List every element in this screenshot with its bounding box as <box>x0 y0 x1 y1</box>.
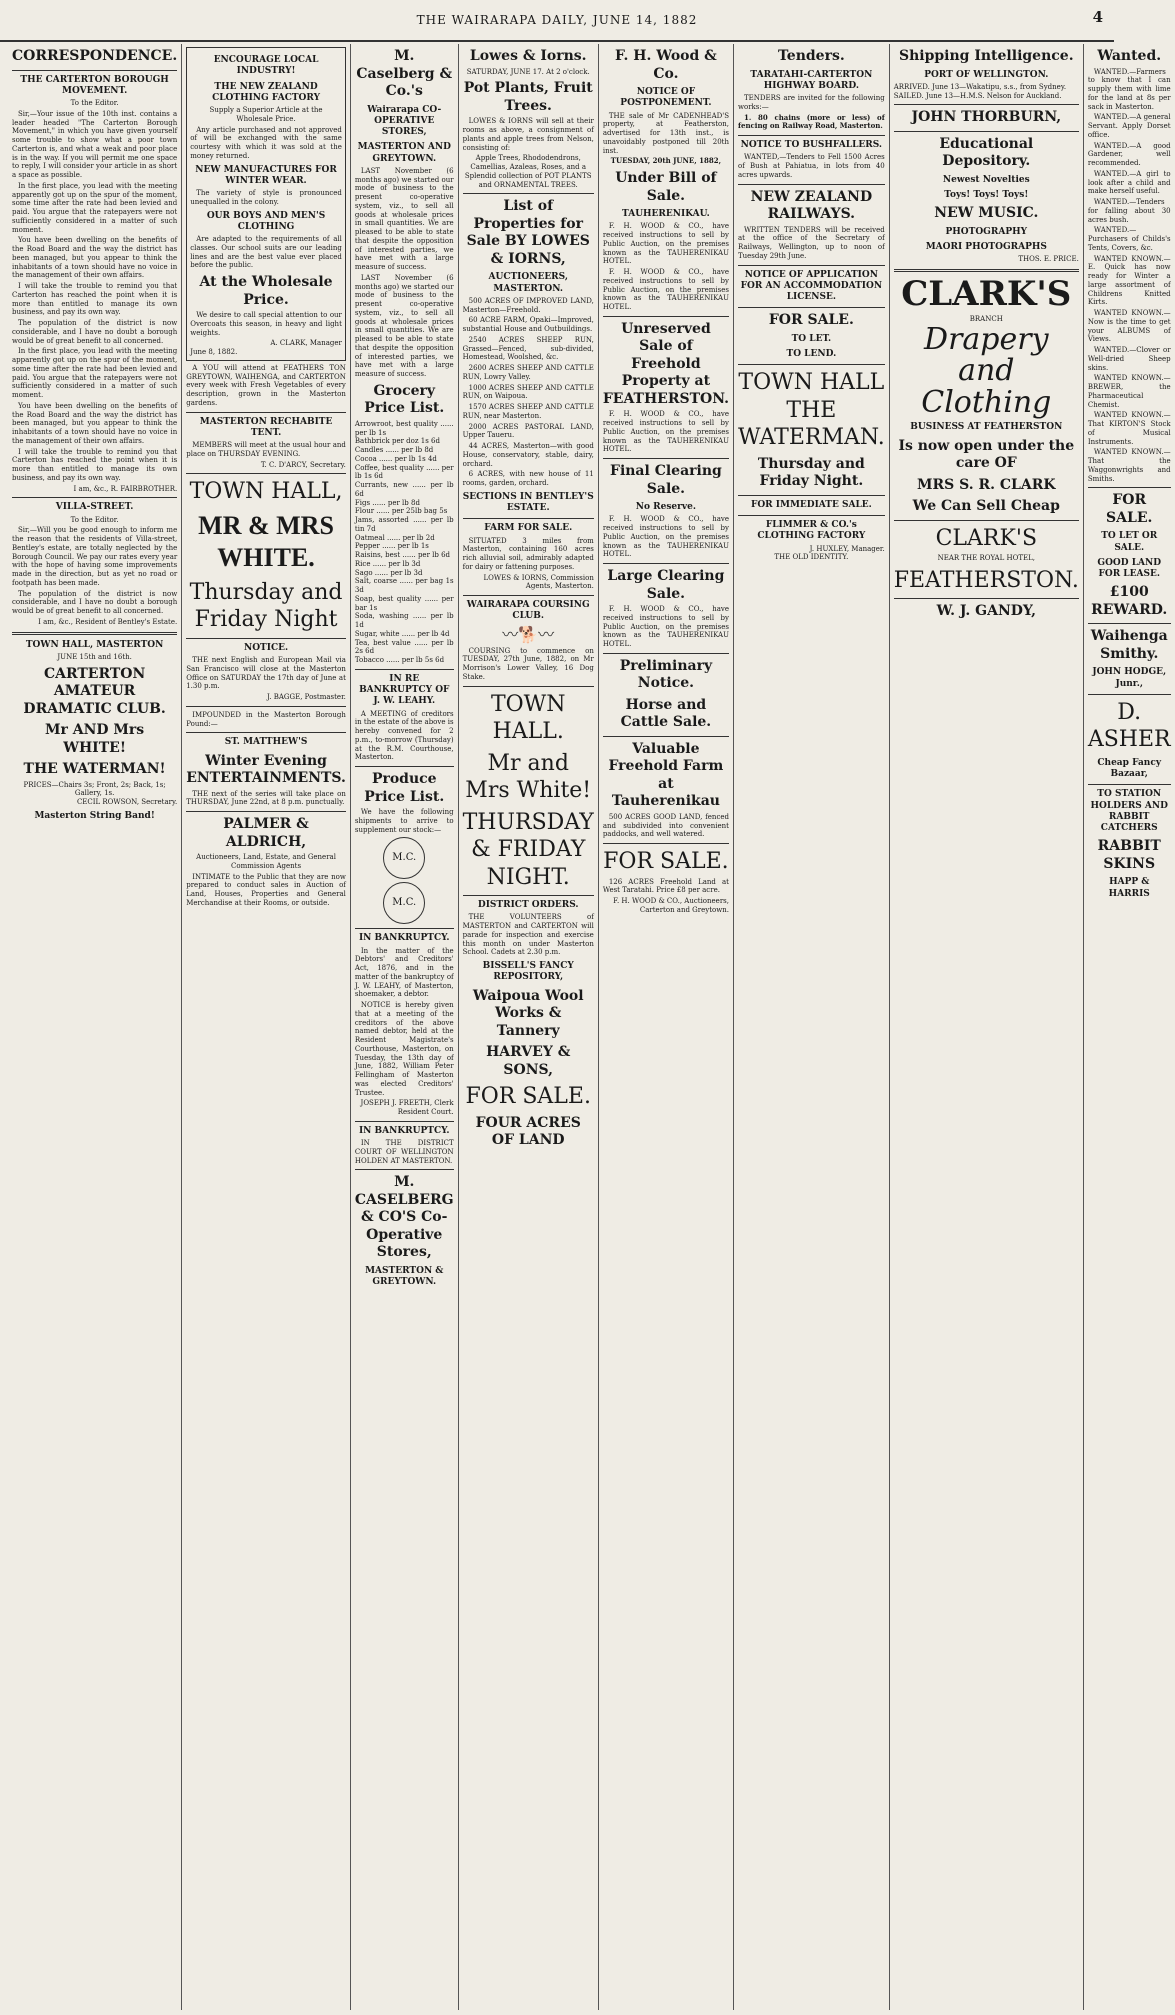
ad-box <box>186 47 346 361</box>
ad-heading: Large Clearing Sale. <box>607 568 725 602</box>
date-line: SATURDAY, JUNE 17. At 2 o'clock. <box>466 67 590 76</box>
ad-heading: No Reserve. <box>635 502 696 512</box>
price-item: Rice ...... per lb 3d <box>354 559 421 568</box>
ad-heading: FEATHERSTON. <box>893 567 1079 593</box>
signature: J. BAGGE, Postmaster. <box>267 693 346 701</box>
ad-heading: TO LET. <box>791 333 832 344</box>
column-8 <box>1084 44 1175 2010</box>
paragraph: WANTED,—Tenders to Fell 1500 Acres of Bush at Pahiatua, in lots from 40 acres upwards. <box>737 153 885 179</box>
ad-heading: SECTIONS IN BENTLEY'S ESTATE. <box>462 491 594 513</box>
ad-heading: Mr and Mrs White! <box>465 750 592 803</box>
ad-heading: TOWN HALL, <box>189 479 343 505</box>
ad-heading: Cheap Fancy Bazaar, <box>1097 757 1162 779</box>
property-listing: 2000 ACRES PASTORAL LAND, Upper Taueru. <box>462 422 594 440</box>
divider <box>603 843 729 844</box>
price-item: Jams, assorted ...... per lb tin 7d <box>354 516 454 533</box>
ad-heading: MR & MRS WHITE. <box>198 510 334 573</box>
stamp-emblem-icon: M.C. <box>383 837 425 879</box>
addressee: To the Editor. <box>70 515 119 524</box>
ad-heading: NEW MUSIC. <box>934 205 1039 222</box>
price-item: Tobacco ...... per lb 5s 6d <box>354 656 445 664</box>
wanted-notice: WANTED KNOWN.—E. Quick has now ready for Winter a large assortment of Childrens Knitted Kirts. <box>1087 254 1171 307</box>
property-listing: 2540 ACRES SHEEP RUN, Grassed—Fenced, sub-divided, Homestead, Woolshed, &c. <box>462 335 594 362</box>
ad-text: PRICES—Chairs 3s; Front, 2s; Back, 1s; Gallery, 1s. <box>23 780 166 798</box>
ad-text: BRANCH <box>969 315 1003 323</box>
ad-heading: RABBIT SKINS <box>1097 838 1161 872</box>
paragraph: LAST November (6 months ago) we started our mode of business to the present co-operative system, viz., to sell all goods at wholesale prices in small quantities. We are pleased to be able to state that despite the opposition of interested parties, we have met with a large measure of success. <box>354 166 454 271</box>
divider <box>186 811 346 812</box>
ad-heading: Tenders. <box>777 48 845 64</box>
signature: THOS. E. PRICE. <box>1018 255 1079 264</box>
column-4 <box>459 44 599 2010</box>
ad-heading: List of Properties for Sale BY LOWES & IORNS, <box>466 198 590 267</box>
price-item: Bathbrick per doz 1s 6d <box>354 437 440 446</box>
price-item: Sago ...... per lb 3d <box>354 568 423 577</box>
paragraph: F. H. WOOD & CO., have received instructions to sell by Public Auction, on the premises known as the TAUHERENIKAU HOTEL. <box>602 268 729 311</box>
ad-heading: THURSDAY & FRIDAY NIGHT. <box>462 809 594 890</box>
divider <box>186 412 346 413</box>
divider <box>355 1121 454 1122</box>
ad-heading: M. Caselberg & Co.'s <box>356 48 453 99</box>
article-title: THE CARTERTON BOROUGH MOVEMENT. <box>20 74 169 96</box>
paragraph: Are adapted to the requirements of all classes. Our school suits are our leading lines and are the best value ever placed before the public. <box>190 235 342 270</box>
ad-heading: Shipping Intelligence. <box>898 48 1074 64</box>
paragraph: NOTICE is hereby given that at a meeting of the creditors of the above named debtor, held at the Resident Magistrate's Courthouse, Masterton, on Tuesday, the 13th day of June, 1882, William Peter Fellingham of Masterton was elected Creditors' Trustee. <box>354 1001 454 1097</box>
divider <box>738 364 885 365</box>
divider <box>186 732 346 733</box>
divider <box>186 473 346 474</box>
ad-heading: MASTERTON RECHABITE TENT. <box>199 416 333 438</box>
ad-heading: PALMER & ALDRICH, <box>223 816 309 850</box>
ad-subheading: JUNE 15th and 16th. <box>57 652 132 661</box>
paragraph: IN THE DISTRICT COURT OF WELLINGTON HOLDEN AT MASTERTON. <box>354 1139 454 1165</box>
shipping-sailing: SAILED. June 13—H.M.S. Nelson for Auckland. <box>893 91 1062 100</box>
column-7 <box>890 44 1084 2010</box>
divider <box>738 135 885 136</box>
ad-heading: FOR IMMEDIATE SALE. <box>750 499 872 510</box>
masthead <box>0 0 1114 42</box>
ad-heading: TOWN HALL, MASTERTON <box>25 639 164 650</box>
paragraph: Sir,—Your issue of the 10th inst. contains a leader headed "The Carterton Borough Movement," in which you have given yourself some trouble to show what a poor town Carterton is, and what a weak and poor place is in the way. If you will permit me one space to reply, I will consider your article in as short a space as possible. <box>12 109 178 179</box>
price-item: Currants, new ...... per lb 6d <box>354 481 454 498</box>
ad-heading: Thursday and Friday Night <box>189 579 343 633</box>
ad-heading: ST. MATTHEW'S <box>224 737 308 748</box>
ad-heading: Educational Depository. <box>939 135 1034 170</box>
ad-heading: FLIMMER & CO.'s CLOTHING FACTORY <box>757 520 866 542</box>
ad-heading: TOWN HALL. <box>490 691 566 744</box>
ad-heading: HAPP & HARRIS <box>1108 877 1150 899</box>
ad-heading: PHOTOGRAPHY <box>945 226 1028 237</box>
paragraph: The population of the district is now considerable, and I have no doubt a borough would be of great benefit to all concerned. <box>12 319 178 345</box>
paragraph: IMPOUNDED in the Masterton Borough Pound:— <box>186 710 346 728</box>
wanted-notice: WANTED.—A general Servant. Apply Dorset office. <box>1087 113 1171 139</box>
ad-heading: MAORI PHOTOGRAPHS <box>925 242 1047 252</box>
ad-heading: ENCOURAGE LOCAL INDUSTRY! <box>213 55 319 77</box>
signature: J. HUXLEY, Manager. <box>809 544 885 553</box>
wanted-notice: WANTED.—Tenders for falling about 30 acres bush. <box>1087 198 1171 224</box>
paragraph: A MEETING of creditors in the estate of the above is hereby convened for 2 p.m., to-morrow (Thursday) at the R.M. Courthouse, Masterton. <box>354 709 454 762</box>
paragraph: We have the following shipments to arrive to supplement our stock:— <box>354 808 454 834</box>
ad-heading: Horse and Cattle Sale. <box>620 696 712 731</box>
ad-heading: NOTICE. <box>243 642 289 653</box>
paragraph: LAST November (6 months ago) we started our mode of business to the present co-operative system, viz., to sell all goods at wholesale prices in small quantities. We are pleased to be able to state that despite the opposition of interested parties, we have met with a large measure of success. <box>354 273 454 378</box>
divider <box>463 895 594 896</box>
property-listing: 1570 ACRES SHEEP AND CATTLE RUN, near Masterton. <box>462 403 594 420</box>
divider <box>1088 784 1171 785</box>
ad-heading: WAIRARAPA COURSING CLUB. <box>466 600 590 622</box>
divider <box>463 595 594 596</box>
signature: A. CLARK, Manager <box>270 339 342 348</box>
ad-heading: TOWN HALL THE WATERMAN. <box>737 370 885 451</box>
ad-heading: JOHN HODGE, Junr., <box>1092 667 1167 689</box>
ad-heading: CARTERTON AMATEUR DRAMATIC CLUB. <box>23 665 166 717</box>
ad-heading: Wairarapa CO-OPERATIVE STORES, <box>367 104 442 137</box>
price-item: Soap, best quality ...... per bar 1s <box>354 594 454 612</box>
ad-heading: Wanted. <box>1097 48 1162 64</box>
paragraph: THE sale of Mr CADENHEAD'S property, at Featherston, advertised for 13th inst., is unavoidably postponed till 20th inst. <box>602 111 729 155</box>
property-listing: 6 ACRES, with new house of 11 rooms, garden, orchard. <box>462 470 594 487</box>
divider <box>463 518 594 519</box>
ad-heading: FOUR ACRES OF LAND <box>475 1114 581 1148</box>
divider <box>738 184 885 185</box>
page-number: 4 <box>1092 8 1104 26</box>
wanted-notice: WANTED KNOWN.—Now is the time to get your ALBUMS of Views. <box>1087 309 1171 344</box>
wanted-notice: WANTED.—A good Gardener, well recommended. <box>1087 141 1171 167</box>
divider <box>1088 487 1171 488</box>
ad-heading: Waihenga Smithy. <box>1090 628 1168 662</box>
ad-heading: Thursday and Friday Night. <box>757 455 865 490</box>
paragraph: THE next of the series will take place on THURSDAY, June 22nd, at 8 p.m. punctually. <box>186 789 346 807</box>
ad-heading: Grocery Price List. <box>364 382 445 417</box>
price-item: Raisins, best ...... per lb 6d <box>354 551 451 559</box>
ad-heading: CLARK'S <box>901 274 1072 314</box>
ad-heading: Unreserved Sale of Freehold Property at FEATHERSTON. <box>602 320 729 407</box>
price-item: Coffee, best quality ...... per lb 1s 6d <box>354 463 454 481</box>
ad-heading: JOHN THORBURN, <box>911 109 1062 126</box>
ad-heading: Valuable Freehold Farm at Tauherenikau <box>608 740 724 810</box>
ad-heading: M. CASELBERG & CO'S Co-Operative Stores, <box>354 1174 454 1261</box>
ad-heading: Is now open under the care OF <box>898 437 1075 471</box>
divider <box>603 736 729 737</box>
masthead-title: THE WAIRARAPA DAILY, JUNE 14, 1882 <box>416 13 698 27</box>
ad-heading: £100 REWARD. <box>1091 584 1168 618</box>
column-3 <box>351 44 459 2010</box>
property-listing: 2600 ACRES SHEEP AND CATTLE RUN, Lowry Valley. <box>462 364 594 381</box>
paragraph: F. H. WOOD & CO., have received instructions to sell by Public Auction, on the premises known as the TAUHERENIKAU HOTEL. <box>602 605 729 648</box>
ad-heading: FARM FOR SALE. <box>484 523 573 534</box>
paragraph: The variety of style is pronounced unequalled in the colony. <box>190 189 342 206</box>
divider <box>12 497 177 498</box>
paragraph: You have been dwelling on the benefits of the Road Board and the way the district has been managed, but you appear to think the inhabitants of a town should have no voice in the management of their own affairs. <box>12 401 178 445</box>
ad-text: Apple Trees, Rhododendrons, Camellias, Azaleas, Roses, and a Splendid collection of POT PLANTS and ORNAMENTAL TREES. <box>464 154 592 189</box>
ad-heading: TO LEND. <box>786 349 837 359</box>
ad-heading: Produce Price List. <box>364 771 445 805</box>
ad-heading: OUR BOYS AND MEN'S CLOTHING <box>206 210 326 232</box>
signature: JOSEPH J. FREETH, Clerk Resident Court. <box>360 1099 454 1116</box>
paragraph: COURSING to commence on TUESDAY, 27th June, 1882, on Mr Morrison's Lower Valley, 16 Dog Stake. <box>462 646 594 681</box>
wanted-notice: WANTED KNOWN.—That KIRTON'S Stock of Musical Instruments. <box>1087 411 1171 446</box>
ad-heading: TO STATION HOLDERS AND RABBIT CATCHERS <box>1090 789 1168 833</box>
ad-heading: NOTICE OF POSTPONEMENT. <box>620 87 712 109</box>
divider <box>894 598 1079 599</box>
ad-heading: TAUHERENIKAU. <box>622 209 710 219</box>
property-listing: 500 ACRES OF IMPROVED LAND, Masterton—Freehold. <box>462 296 594 314</box>
paragraph: The population of the district is now considerable, and I have no doubt a borough would be of great benefit to all concerned. <box>12 589 178 615</box>
wanted-notice: WANTED KNOWN.—That the Waggonwrights and Smiths. <box>1087 448 1171 483</box>
signature: T. C. D'ARCY, Secretary. <box>260 460 346 469</box>
wanted-notice: WANTED.—Farmers to know that I can supply them with lime for the land at 8s per sack in Masterton. <box>1087 67 1171 111</box>
ad-heading: FOR SALE. <box>603 849 729 874</box>
ad-heading: HARVEY & SONS, <box>486 1044 571 1078</box>
price-item: Cocoa ...... per lb 1s 4d <box>354 454 437 463</box>
price-item: Candles ...... per lb 8d <box>354 446 434 454</box>
greyhound-icon: 〰🐕〰 <box>502 624 555 644</box>
paragraph: TENDERS are invited for the following works:— <box>737 94 885 111</box>
divider <box>894 131 1079 132</box>
ad-heading: DISTRICT ORDERS. <box>477 900 579 910</box>
column-6 <box>734 44 890 2010</box>
paragraph: I will take the trouble to remind you that Carterton has reached the point when it is more than entitled to manage its own business, and pay its own way. <box>12 447 178 482</box>
ad-heading: NEW MANUFACTURES FOR WINTER WEAR. <box>195 164 337 186</box>
divider <box>12 632 177 635</box>
paragraph: INTIMATE to the Public that they are now prepared to conduct sales in Auction of Land, Houses, Properties and General Merchandise at their Rooms, or outside. <box>186 872 346 907</box>
paragraph: In the first place, you lead with the meeting apparently got up on the spur of the moment, some time after the rate had been levied and paid. You argue that the ratepayers were not sufficiently considered in a matter of such moment. <box>12 347 178 399</box>
column-5 <box>599 44 734 2010</box>
paragraph: F. H. WOOD & CO., have received instructions to sell by Public Auction, on the premises known as the TAUHERENIKAU HOTEL. <box>602 515 729 559</box>
property-listing: 44 ACRES, Masterton—with good House, conservatory, stable, dairy, orchard. <box>462 442 594 468</box>
signature: I am, &c., R. FAIRBROTHER. <box>73 484 178 493</box>
correspondence-heading: CORRESPONDENCE. <box>12 48 178 64</box>
divider <box>894 104 1079 105</box>
price-item: Arrowroot, best quality ...... per lb 1s <box>354 419 454 437</box>
property-listing: 1000 ACRES SHEEP AND CATTLE RUN, on Waipoua. <box>462 383 594 401</box>
ad-heading: FOR SALE. <box>1106 492 1153 526</box>
paragraph: We desire to call special attention to our Overcoats this season, in heavy and light weights. <box>190 311 342 337</box>
divider <box>12 70 177 71</box>
ad-heading: Preliminary Notice. <box>619 657 713 692</box>
ad-heading: IN RE BANKRUPTCY OF J. W. LEAHY. <box>359 673 450 707</box>
ad-heading: Lowes & Iorns. <box>469 48 587 64</box>
divider <box>463 193 594 194</box>
paragraph: THE next English and European Mail via San Francisco will close at the Masterton Office on SATURDAY the 17th day of June at 1.30 p.m. <box>186 656 346 691</box>
ad-heading: CLARK'S <box>935 525 1038 551</box>
paragraph: WRITTEN TENDERS will be received at the office of the Secretary of Railways, Wellington, up to noon of Tuesday 29th June. <box>737 225 885 260</box>
ad-heading: Mr AND Mrs WHITE! <box>45 722 145 756</box>
ad-heading: NOTICE TO BUSHFALLERS. <box>740 140 883 150</box>
divider <box>738 307 885 308</box>
price-item: Tea, best value ...... per lb 2s 6d <box>354 638 454 656</box>
paragraph: F. H. WOOD & CO., have received instructions to sell by Public Auction, on the premises known as the TAUHERENIKAU HOTEL. <box>602 410 729 454</box>
ad-text: THE OLD IDENTITY. <box>774 553 849 562</box>
divider <box>603 563 729 564</box>
divider <box>186 638 346 639</box>
divider <box>355 766 454 767</box>
paragraph: SITUATED 3 miles from Masterton, containing 160 acres rich alluvial soil, admirably adapted for dairy or fattening purposes. <box>462 536 594 571</box>
divider <box>738 495 885 496</box>
divider <box>603 316 729 317</box>
article-title: VILLA-STREET. <box>55 502 134 513</box>
ad-heading: Masterton String Band! <box>34 810 155 821</box>
ad-heading: Toys! Toys! Toys! <box>944 190 1029 200</box>
ad-heading: NOTICE OF APPLICATION FOR AN ACCOMMODATION LICENSE. <box>740 269 883 302</box>
divider <box>894 520 1079 521</box>
ad-heading: Pot Plants, Fruit Trees. <box>463 80 593 114</box>
wanted-notice: WANTED.—Clover or Well-dried Sheep skins. <box>1087 346 1171 372</box>
price-item: Oatmeal ...... per lb 2d <box>354 533 435 542</box>
ad-heading: F. H. Wood & Co. <box>614 48 717 82</box>
stamp-emblem-icon: M.C. <box>383 882 425 924</box>
price-item: Sugar, white ...... per lb 4d <box>354 629 450 638</box>
ad-heading: Winter Evening ENTERTAINMENTS. <box>186 752 346 786</box>
divider <box>355 1169 454 1170</box>
ad-heading: FOR SALE. <box>768 312 854 329</box>
paragraph: I will take the trouble to remind you that Carterton has reached the point when it is more than entitled to manage its own business, and pay its own way. <box>12 282 178 317</box>
price-item: Flour ...... per 25lb bag 5s <box>354 507 448 516</box>
paragraph: Sir,—Will you be good enough to inform me the reason that the residents of Villa-street, Bentley's estate, are totally neglected by the Borough Council. We pay our rates every year with the hope of having some improvements made in the direction, but as yet no road or footpath has been made. <box>12 526 178 587</box>
paragraph: In the matter of the Debtors' and Creditors' Act, 1876, and in the matter of the bankruptcy of J. W. LEAHY, of Masterton, shoemaker, a debtor. <box>354 946 454 999</box>
ad-text: Auctioneers, Land, Estate, and General Commission Agents <box>196 853 336 870</box>
signature: F. H. WOOD & CO., Auctioneers, Carterton and Greytown. <box>613 897 729 914</box>
ad-heading: MRS S. R. CLARK <box>917 476 1056 493</box>
ad-heading: IN BANKRUPTCY. <box>358 933 450 944</box>
ad-heading: TARATAHI-CARTERTON HIGHWAY BOARD. <box>750 69 873 91</box>
addressee: To the Editor. <box>70 99 119 107</box>
ad-heading: Under Bill of Sale. <box>615 170 717 204</box>
paragraph: Any article purchased and not approved of will be exchanged with the same courtesy with which it was sold at the money returned. <box>190 125 342 160</box>
paragraph: 500 ACRES GOOD LAND, fenced and subdivided into convenient paddocks, and well watered. <box>602 812 729 839</box>
divider <box>1088 694 1171 695</box>
ad-heading: We Can Sell Cheap <box>912 498 1060 514</box>
paragraph: F. H. WOOD & CO., have received instructions to sell by Public Auction, on the premises known as the TAUHERENIKAU HOTEL. <box>602 222 729 266</box>
divider <box>355 669 454 670</box>
ad-heading: Waipoua Wool Works & Tannery <box>472 987 584 1039</box>
ad-text: Supply a Superior Article at the Wholesale Price. <box>209 106 323 123</box>
paragraph: A YOU will attend at FEATHERS TON GREYTOWN, WAIHENGA, and CARTERTON every week with Fresh Vegetables of every description, grown in the Masterton gardens. <box>186 363 346 407</box>
property-listing: 60 ACRE FARM, Opaki—Improved, substantial House and Outbuildings. <box>462 316 594 333</box>
ad-heading: TO LET OR SALE. <box>1101 531 1158 553</box>
ad-heading: BISSELL'S FANCY REPOSITORY, <box>482 961 574 983</box>
column-2 <box>182 44 351 2010</box>
newspaper-columns <box>8 44 1171 2010</box>
divider <box>894 269 1079 272</box>
price-item: Pepper ...... per lb 1s <box>354 542 429 551</box>
paragraph: In the first place, you lead with the meeting apparently got up on the spur of the moment, some time after the rate had been levied and paid. You argue that the ratepayers were not sufficiently considered in a matter of such moment. <box>12 181 178 234</box>
ad-heading: Final Clearing Sale. <box>610 463 722 497</box>
ad-heading: NEW ZEALAND RAILWAYS. <box>750 188 873 222</box>
wanted-notice: WANTED.—Purchasers of Childs's Tents, Covers, &c. <box>1087 226 1171 252</box>
wanted-notice: WANTED KNOWN.—BREWER, the Pharmaceutical Chemist. <box>1087 374 1171 409</box>
divider <box>738 265 885 266</box>
divider <box>738 515 885 516</box>
paragraph: 1. 80 chains (more or less) of fencing on Railway Road, Masterton. <box>737 112 885 131</box>
ad-heading: IN BANKRUPTCY. <box>358 1125 450 1136</box>
paragraph: MEMBERS will meet at the usual hour and place on THURSDAY EVENING. <box>186 441 346 458</box>
paragraph: You have been dwelling on the benefits of the Road Board and the way the district has been managed, but you appear to think the inhabitants of a town should have no voice in the management of their own affairs. <box>12 236 178 280</box>
divider <box>1088 623 1171 624</box>
ad-heading: AUCTIONEERS, MASTERTON. <box>488 272 568 294</box>
ad-heading: BUSINESS AT FEATHERSTON <box>910 422 1063 433</box>
signature: LOWES & IORNS, Commission Agents, Masterton. <box>483 573 594 591</box>
shipping-arrival: ARRIVED. June 13—Wakatipu, s.s., from Sydney. <box>893 82 1067 91</box>
ad-heading: W. J. GANDY, <box>936 603 1036 620</box>
price-list <box>355 420 454 665</box>
paragraph: LOWES & IORNS will sell at their rooms as above, a consignment of plants and apple trees from Nelson, consisting of: <box>462 117 594 152</box>
price-item: Soda, washing ...... per lb 1d <box>354 612 454 629</box>
price-item: Salt, coarse ...... per bag 1s 3d <box>354 577 454 594</box>
ad-heading: Drapery and Clothing <box>921 321 1052 420</box>
column-1 <box>8 44 182 2010</box>
ad-heading: PORT OF WELLINGTON. <box>924 69 1049 80</box>
signature: I am, &c., Resident of Bentley's Estate. <box>38 617 178 626</box>
divider <box>603 458 729 459</box>
wanted-notice: WANTED.—A girl to look after a child and make herself useful. <box>1087 169 1171 196</box>
divider <box>355 928 454 929</box>
divider <box>463 686 594 687</box>
divider <box>603 653 729 654</box>
ad-heading: FOR SALE. <box>465 1084 591 1109</box>
signature: CECIL ROWSON, Secretary. <box>76 798 178 806</box>
divider <box>186 706 346 707</box>
ad-heading: Newest Novelties <box>942 174 1030 185</box>
ad-heading: D. ASHER <box>1087 699 1171 753</box>
paragraph: 126 ACRES Freehold Land at West Taratahi. Price £8 per acre. <box>602 877 729 895</box>
ad-heading: MASTERTON & GREYTOWN. <box>365 1265 444 1287</box>
date-line: TUESDAY, 20th JUNE, 1882, <box>610 156 722 166</box>
ad-heading: THE WATERMAN! <box>23 761 166 777</box>
ad-heading: THE NEW ZEALAND CLOTHING FACTORY <box>212 81 321 103</box>
ad-heading: MASTERTON AND GREYTOWN. <box>357 142 451 164</box>
ad-heading: GOOD LAND FOR LEASE. <box>1097 557 1162 579</box>
price-item: Figs ...... per lb 8d <box>354 498 420 507</box>
date-line: June 8, 1882. <box>190 348 238 356</box>
ad-heading: At the Wholesale Price. <box>199 274 333 308</box>
paragraph: THE VOLUNTEERS of MASTERTON and CARTERTON will parade for inspection and exercise this month on under Masterton School. Cadets at 2.30 p.m. <box>462 913 594 957</box>
ad-text: NEAR THE ROYAL HOTEL, <box>937 554 1035 562</box>
